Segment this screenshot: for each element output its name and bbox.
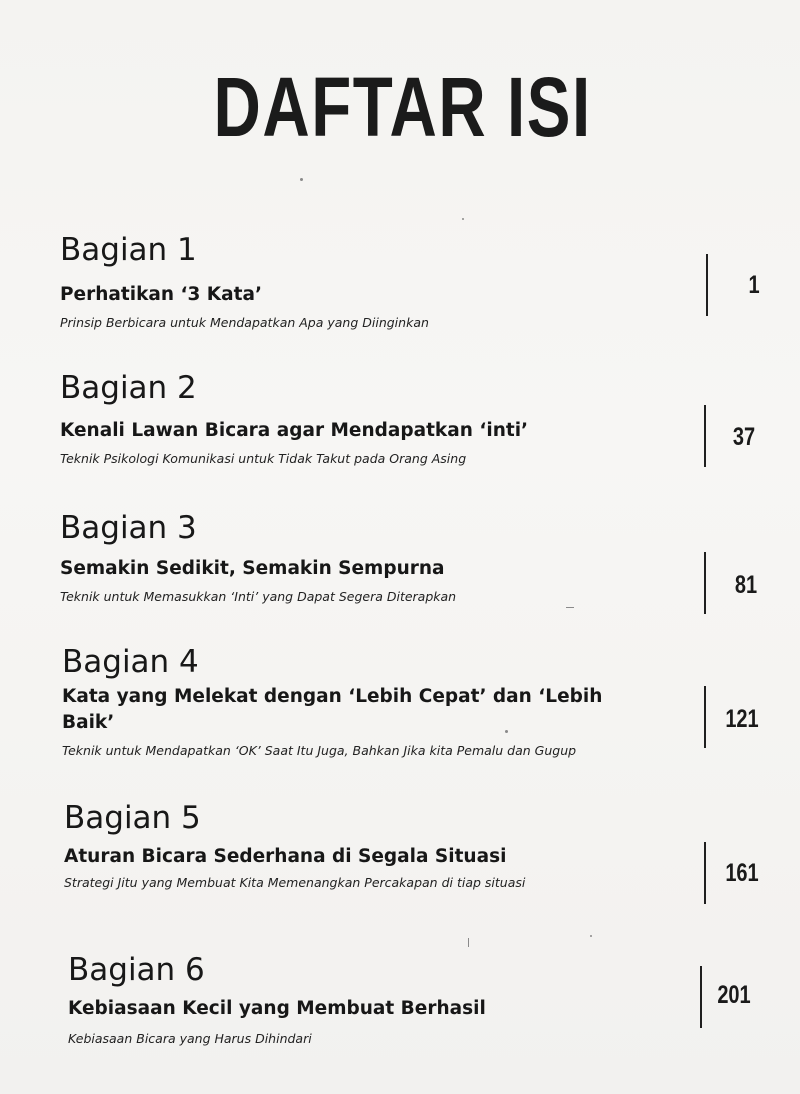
chapter-heading: Aturan Bicara Sederhana di Segala Situasi bbox=[64, 846, 507, 867]
toc-entry-6 bbox=[68, 950, 788, 1080]
part-label: Bagian 2 bbox=[60, 370, 197, 406]
page-number: 161 bbox=[725, 859, 759, 887]
chapter-subtitle: Kebiasaan Bicara yang Harus Dihindari bbox=[68, 1031, 312, 1046]
paper-speck bbox=[468, 938, 469, 947]
page-number: 121 bbox=[725, 705, 759, 733]
chapter-subtitle: Teknik untuk Mendapatkan ‘OK’ Saat Itu Juga, Bahkan Jika kita Pemalu dan Gugup bbox=[62, 743, 577, 758]
chapter-subtitle: Teknik untuk Memasukkan ‘Inti’ yang Dapat Segera Diterapkan bbox=[60, 589, 457, 604]
page-divider bbox=[706, 254, 708, 316]
page-divider bbox=[700, 966, 702, 1028]
chapter-heading: Perhatikan ‘3 Kata’ bbox=[60, 284, 262, 305]
part-label: Bagian 4 bbox=[62, 644, 199, 680]
page-number: 1 bbox=[748, 271, 760, 299]
page-divider bbox=[704, 686, 706, 748]
page-divider bbox=[704, 405, 706, 467]
chapter-subtitle: Prinsip Berbicara untuk Mendapatkan Apa yang Diinginkan bbox=[60, 315, 429, 330]
part-label: Bagian 5 bbox=[64, 800, 201, 836]
chapter-subtitle: Strategi Jitu yang Membuat Kita Memenangkan Percakapan di tiap situasi bbox=[64, 875, 526, 890]
page-title: DAFTAR ISI bbox=[213, 60, 592, 154]
toc-entry-5 bbox=[64, 798, 784, 928]
chapter-subtitle: Teknik Psikologi Komunikasi untuk Tidak Takut pada Orang Asing bbox=[60, 451, 467, 466]
toc-entry-4 bbox=[62, 642, 782, 772]
part-label: Bagian 3 bbox=[60, 510, 197, 546]
page-number: 81 bbox=[734, 571, 758, 599]
page-number: 37 bbox=[732, 423, 756, 451]
part-label: Bagian 1 bbox=[60, 232, 197, 268]
toc-entry-3 bbox=[60, 508, 780, 638]
paper-speck bbox=[590, 935, 592, 937]
chapter-heading: Kebiasaan Kecil yang Membuat Berhasil bbox=[68, 998, 486, 1019]
chapter-heading: Kenali Lawan Bicara agar Mendapatkan ‘inti’ bbox=[60, 420, 529, 441]
paper-speck bbox=[462, 218, 464, 220]
page-divider bbox=[704, 552, 706, 614]
paper-speck bbox=[300, 178, 303, 181]
part-label: Bagian 6 bbox=[68, 952, 205, 988]
toc-entry-1 bbox=[60, 230, 780, 360]
chapter-heading: Semakin Sedikit, Semakin Sempurna bbox=[60, 558, 445, 579]
page-divider bbox=[704, 842, 706, 904]
chapter-heading: Kata yang Melekat dengan ‘Lebih Cepat’ dan ‘Lebih Baik’ bbox=[62, 686, 603, 733]
paper-speck bbox=[505, 730, 508, 733]
page-number: 201 bbox=[717, 981, 751, 1009]
toc-entry-2 bbox=[60, 368, 780, 498]
paper-speck bbox=[566, 607, 574, 608]
